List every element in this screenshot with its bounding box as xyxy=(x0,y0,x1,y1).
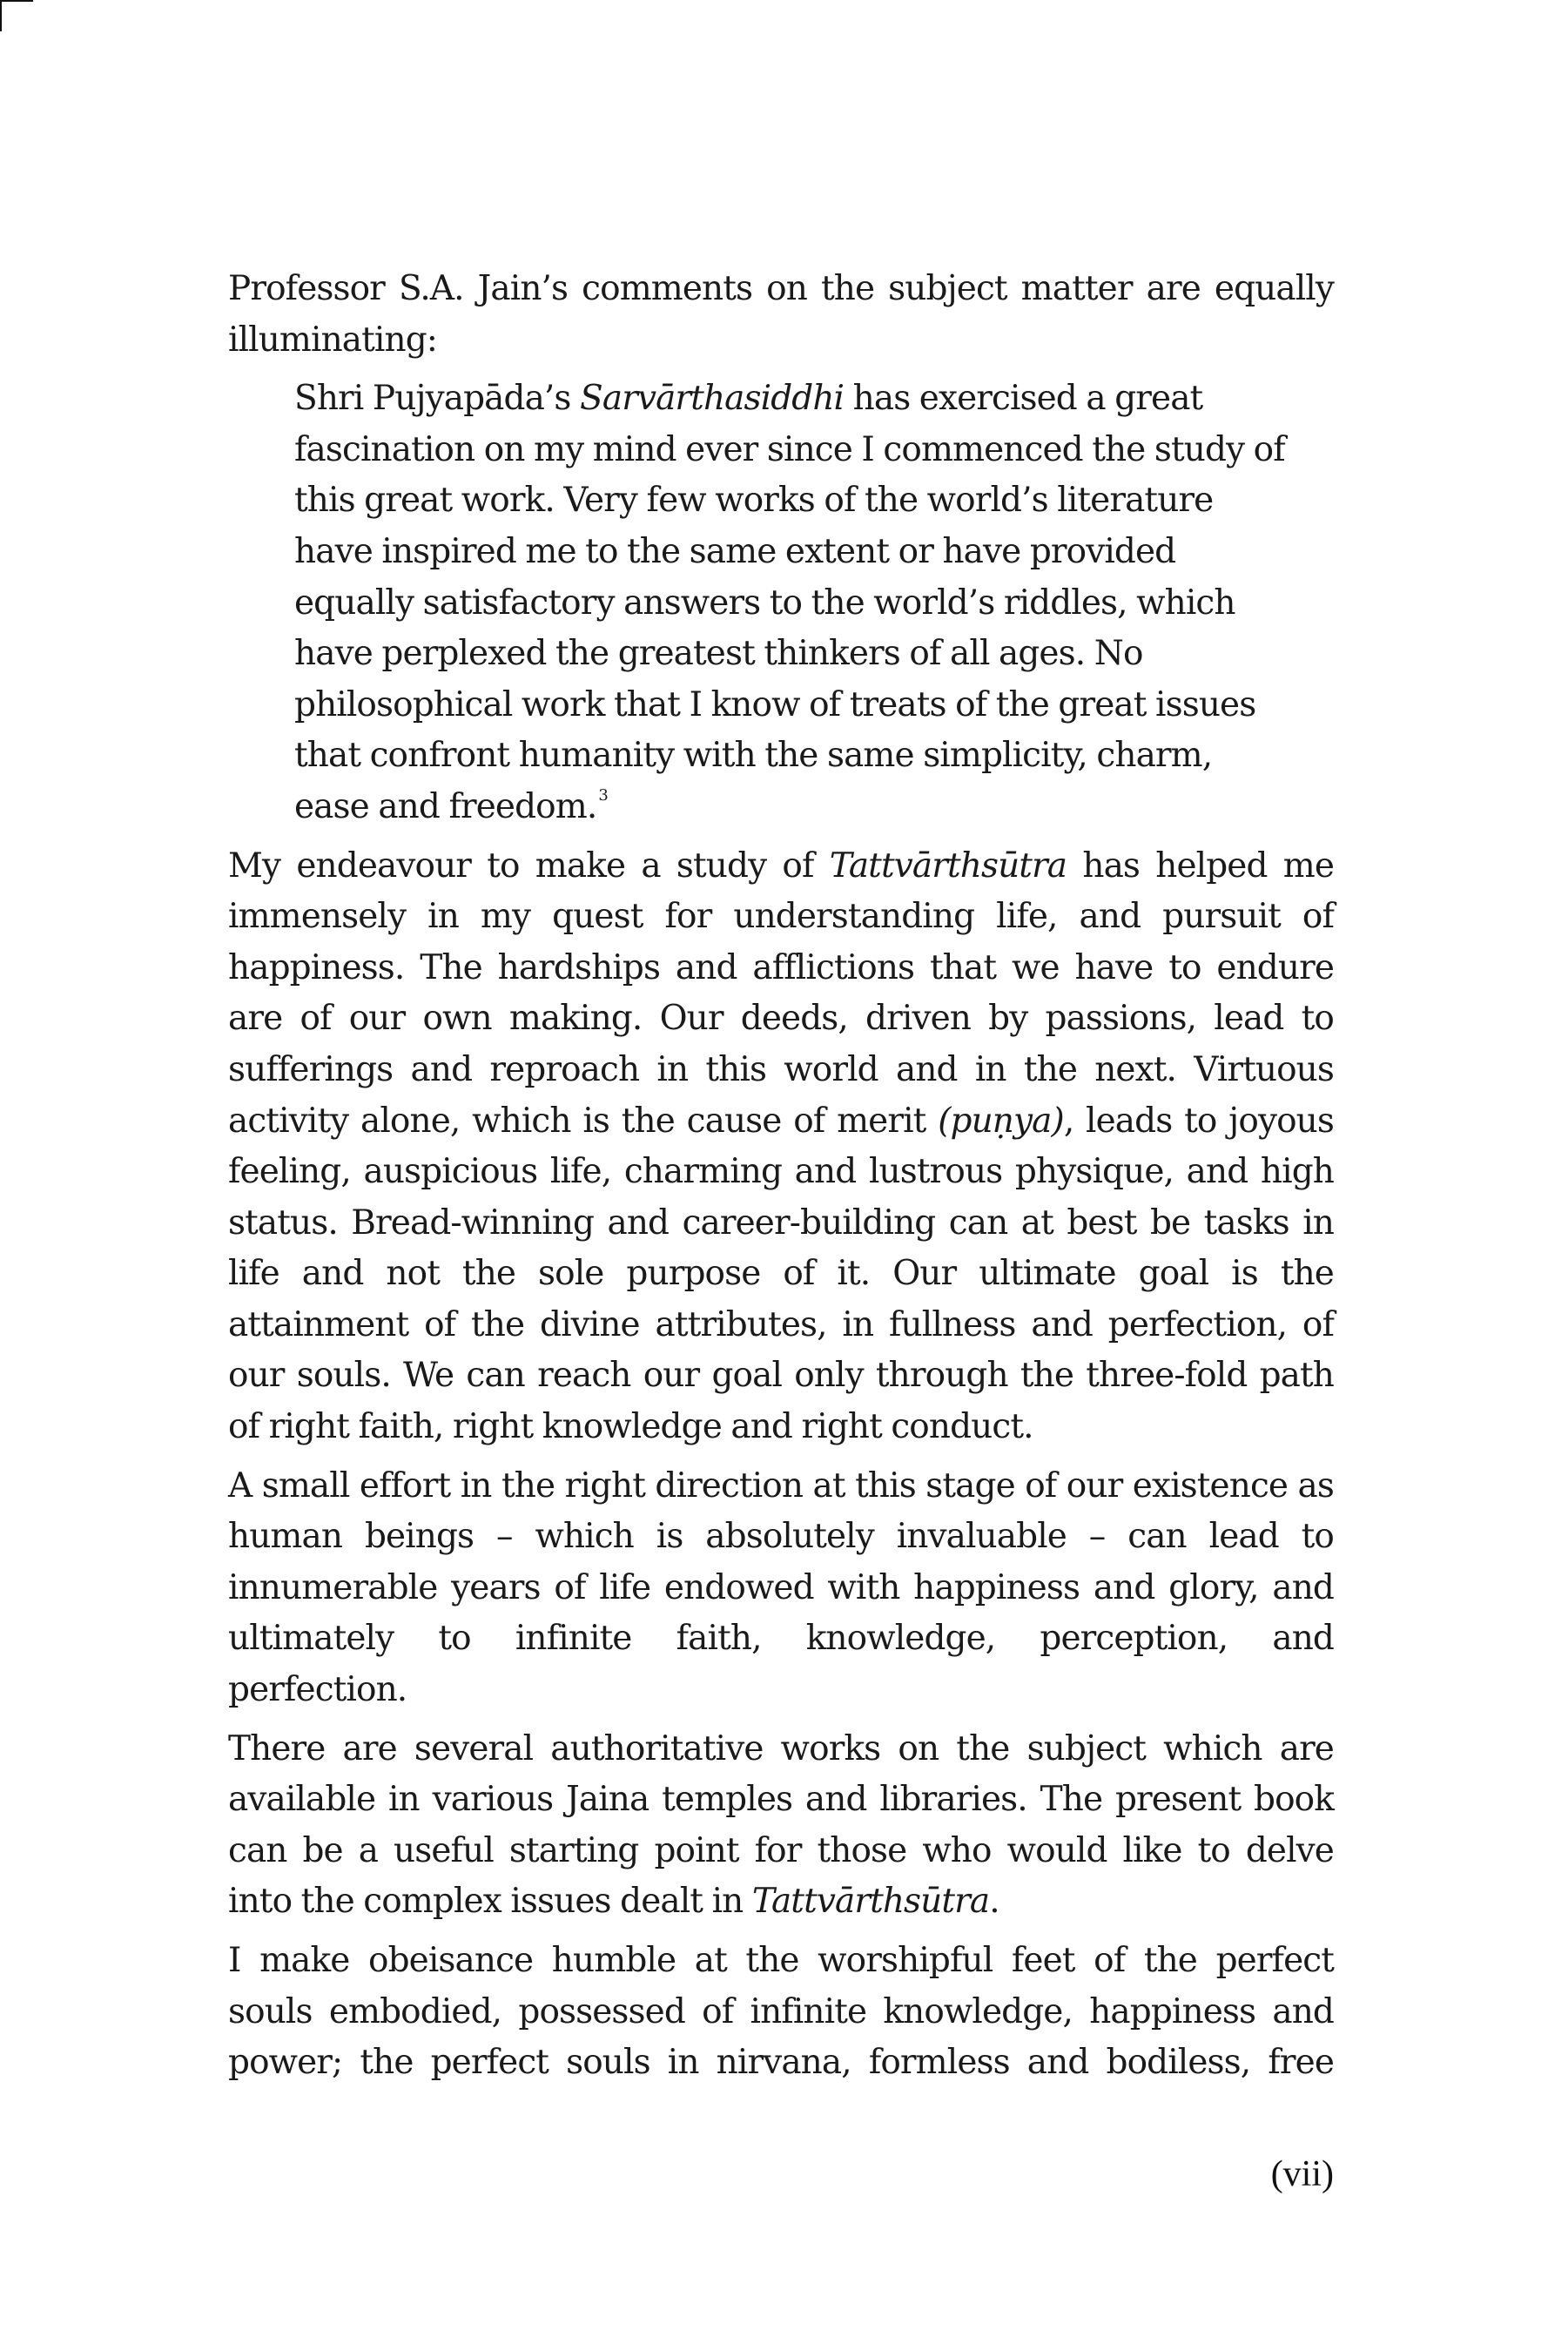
text-line xyxy=(228,1987,1334,2038)
text-line xyxy=(228,1563,1334,1614)
text-run: happiness. The hardships and afflictions that we have to endure xyxy=(228,947,1334,987)
text-run: human beings – which is absolutely invaluable – can lead to xyxy=(228,1517,1334,1557)
text-run: have inspired me to the same extent or have provided xyxy=(294,531,1176,571)
text-run: has exercised a great xyxy=(844,379,1203,419)
text-run: that confront humanity with the same simplicity, charm, xyxy=(294,736,1213,776)
crop-mark-horizontal xyxy=(0,0,33,2)
text-line xyxy=(228,1613,1334,1665)
text-run: life and not the sole purpose of it. Our ultimate goal is the xyxy=(228,1254,1334,1294)
page-body xyxy=(228,264,1334,2097)
text-run: can be a useful starting point for those who would like to delve xyxy=(228,1830,1334,1870)
text-run: sufferings and reproach in this world and in the next. Virtuous xyxy=(228,1049,1334,1089)
text-line xyxy=(228,315,1334,367)
text-run: My endeavour to make a study of xyxy=(228,845,830,886)
text-line xyxy=(294,374,1334,425)
text-run: this great work. Very few works of the world’s literature xyxy=(294,481,1214,521)
italic-term: Tattvārthsūtra xyxy=(829,845,1067,886)
block-quote xyxy=(294,374,1334,832)
text-run: Shri Pujyapāda’s xyxy=(294,379,581,419)
text-run: our souls. We can reach our goal only through the three-fold path xyxy=(228,1356,1334,1396)
text-line xyxy=(228,1936,1334,1987)
text-line xyxy=(228,1461,1334,1512)
text-run: There are several authoritative works on the subject which are xyxy=(228,1728,1334,1768)
text-run: attainment of the divine attributes, in fullness and perfection, of xyxy=(228,1304,1334,1344)
text-line xyxy=(228,1724,1334,1775)
paragraph xyxy=(228,1461,1334,1716)
text-line xyxy=(228,994,1334,1045)
text-line xyxy=(228,1045,1334,1096)
text-run: status. Bread-winning and career-building can at best be tasks in xyxy=(228,1202,1334,1243)
text-line xyxy=(228,1826,1334,1877)
paragraph xyxy=(228,841,1334,1453)
text-run: . xyxy=(989,1882,999,1922)
text-run: ultimately to infinite faith, knowledge, perception, and xyxy=(228,1619,1334,1659)
text-line xyxy=(228,1096,1334,1148)
text-line xyxy=(228,2038,1334,2089)
text-line xyxy=(228,1402,1334,1453)
text-run: fascination on my mind ever since I commenced the study of xyxy=(294,429,1285,469)
text-run: has helped me xyxy=(1067,845,1335,886)
text-line xyxy=(294,680,1334,731)
text-line xyxy=(228,1775,1334,1826)
text-run: souls embodied, possessed of infinite knowledge, happiness and xyxy=(228,1991,1334,2031)
text-line xyxy=(228,1147,1334,1198)
text-run: A small effort in the right direction at this stage of our existence as xyxy=(228,1465,1334,1506)
text-run: are of our own making. Our deeds, driven by passions, lead to xyxy=(228,999,1334,1039)
text-run: philosophical work that I know of treats of the great issues xyxy=(294,684,1256,724)
paragraph xyxy=(228,1936,1334,2089)
text-run: available in various Jaina temples and libraries. The present book xyxy=(228,1780,1334,1820)
text-line xyxy=(228,1512,1334,1563)
text-line xyxy=(228,943,1334,994)
text-run: Professor S.A. Jain’s comments on the subject matter are equally xyxy=(228,269,1334,308)
text-line xyxy=(294,425,1334,476)
footnote-marker[interactable]: 3 xyxy=(598,785,608,805)
paragraph xyxy=(228,264,1334,366)
text-line xyxy=(228,1198,1334,1250)
italic-term: (puṇya) xyxy=(938,1101,1064,1141)
text-run: activity alone, which is the cause of merit xyxy=(228,1101,939,1141)
text-line xyxy=(294,527,1334,578)
text-run: innumerable years of life endowed with happiness and glory, and xyxy=(228,1567,1334,1607)
paragraph xyxy=(228,1724,1334,1928)
italic-term: Tattvārthsūtra xyxy=(751,1882,990,1922)
text-line xyxy=(228,264,1334,315)
text-run: into the complex issues dealt in xyxy=(228,1882,752,1922)
text-run: equally satisfactory answers to the world’s riddles, which xyxy=(294,583,1235,623)
text-run: illuminating: xyxy=(228,320,438,360)
text-line xyxy=(228,1351,1334,1402)
text-line xyxy=(294,475,1334,527)
text-line xyxy=(228,892,1334,943)
text-line xyxy=(294,782,1334,833)
text-line xyxy=(228,1665,1334,1716)
text-run: power; the perfect souls in nirvana, formless and bodiless, free xyxy=(228,2043,1334,2083)
text-line xyxy=(294,731,1334,782)
text-line xyxy=(228,1300,1334,1351)
text-run: ease and freedom. xyxy=(294,786,597,826)
text-run: feeling, auspicious life, charming and lustrous physique, and high xyxy=(228,1152,1334,1192)
crop-mark-vertical xyxy=(0,0,2,31)
text-run: I make obeisance humble at the worshipful feet of the perfect xyxy=(228,1941,1334,1980)
text-run: of right faith, right knowledge and right conduct. xyxy=(228,1407,1033,1447)
text-run: have perplexed the greatest thinkers of all ages. No xyxy=(294,634,1143,674)
text-line xyxy=(228,841,1334,893)
text-run: immensely in my quest for understanding life, and pursuit of xyxy=(228,897,1334,937)
text-line xyxy=(228,1876,1334,1928)
text-run: , leads to joyous xyxy=(1063,1101,1334,1141)
text-line xyxy=(228,1249,1334,1300)
text-line xyxy=(294,578,1334,630)
text-run: perfection. xyxy=(228,1670,407,1710)
text-line xyxy=(294,629,1334,680)
page-number: (vii) xyxy=(1270,2154,1334,2194)
italic-term: Sarvārthasiddhi xyxy=(580,379,845,419)
